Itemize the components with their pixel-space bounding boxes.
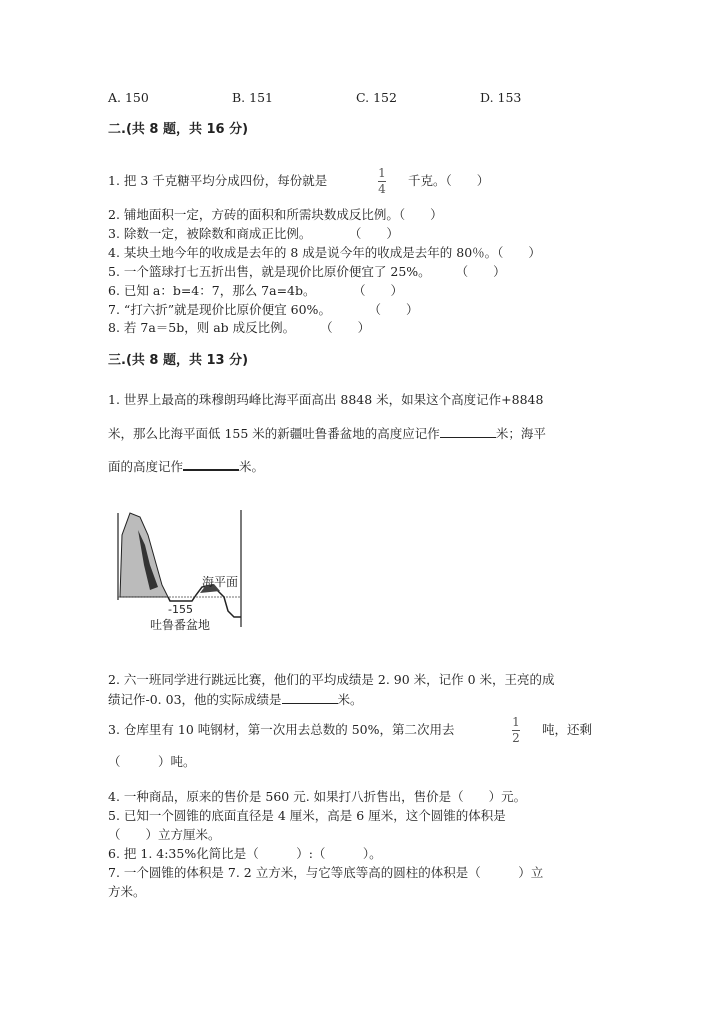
s3-q2-line1: 2. 六一班同学进行跳远比赛，他们的平均成绩是 2. 90 米，记作 0 米，王亮的成	[108, 672, 555, 687]
fraction-denominator: 4	[378, 182, 386, 196]
s3-q7-line2: 方米。	[108, 884, 146, 899]
option-b: B. 151	[232, 90, 273, 105]
s3-q7-line1: 7. 一个圆锥的体积是 7. 2 立方米，与它等底等高的圆柱的体积是（ ）立	[108, 865, 544, 880]
s2-q1-before: 1. 把 3 千克糖平均分成四份，每份就是	[108, 173, 328, 188]
answer-blank[interactable]	[183, 457, 239, 471]
s2-q3: 3. 除数一定，被除数和商成正比例。 （ ）	[108, 226, 399, 241]
s2-q1-fraction	[378, 167, 386, 196]
text: 米。	[337, 692, 363, 707]
text: 绩记作-0. 03，他的实际成绩是	[108, 692, 282, 707]
s3-q6: 6. 把 1. 4:35%化简比是（ ）:（ ）。	[108, 846, 382, 861]
s3-q3-fraction	[512, 716, 520, 745]
sea-level-label: 海平面	[202, 575, 239, 589]
turpan-basin-figure	[110, 505, 250, 635]
s3-q2-line2	[108, 691, 363, 708]
fraction-numerator: 1	[512, 715, 520, 729]
text: 米；海平	[495, 426, 546, 441]
option-a: A. 150	[108, 90, 149, 105]
answer-blank[interactable]	[282, 691, 338, 704]
s3-q4: 4. 一种商品，原来的售价是 560 元. 如果打八折售出，售价是（ ）元。	[108, 789, 527, 804]
s2-q7: 7. “打六折”就是现价比原价便宜 60%。 （ ）	[108, 302, 419, 317]
s2-q4: 4. 某块土地今年的收成是去年的 8 成是说今年的收成是去年的 80％。（ ）	[108, 245, 541, 260]
text: 面的高度记作	[108, 459, 184, 474]
fraction-denominator: 2	[512, 731, 520, 745]
text: 米。	[239, 459, 265, 474]
s3-q5-line1: 5. 已知一个圆锥的底面直径是 4 厘米，高是 6 厘米，这个圆锥的体积是	[108, 808, 506, 823]
s3-q1-line1: 1. 世界上最高的珠穆朗玛峰比海平面高出 8848 米，如果这个高度记作+8848	[108, 392, 544, 407]
text: 米，那么比海平面低 155 米的新疆吐鲁番盆地的高度应记作	[108, 426, 440, 441]
s3-q3-before: 3. 仓库里有 10 吨钢材，第一次用去总数的 50%，第二次用去	[108, 722, 455, 737]
fraction-numerator: 1	[378, 166, 386, 180]
s2-q5: 5. 一个篮球打七五折出售，就是现价比原价便宜了 25%。 （ ）	[108, 264, 506, 279]
s2-q8: 8. 若 7a＝5b，则 ab 成反比例。 （ ）	[108, 320, 371, 335]
section2-heading: 二.(共 8 题，共 16 分)	[108, 122, 249, 137]
s3-q1-line2	[108, 425, 546, 442]
basin-label: 吐鲁番盆地	[150, 618, 211, 632]
option-d: D. 153	[480, 90, 522, 105]
section3-heading: 三.(共 8 题，共 13 分)	[108, 353, 249, 368]
s3-q5-line2: （ ）立方厘米。	[108, 827, 221, 842]
s3-q3-line2: （ ）吨。	[108, 754, 196, 769]
s3-q1-line3	[108, 457, 264, 475]
option-c: C. 152	[356, 90, 397, 105]
answer-blank[interactable]	[440, 425, 496, 438]
s2-q2: 2. 铺地面积一定，方砖的面积和所需块数成反比例。（ ）	[108, 207, 443, 222]
s2-q1-after: 千克。（ ）	[408, 173, 490, 188]
s3-q3-after: 吨，还剩	[542, 722, 593, 737]
s2-q6: 6. 已知 a：b=4：7，那么 7a=4b。 （ ）	[108, 283, 404, 298]
depth-label: -155	[168, 603, 193, 616]
